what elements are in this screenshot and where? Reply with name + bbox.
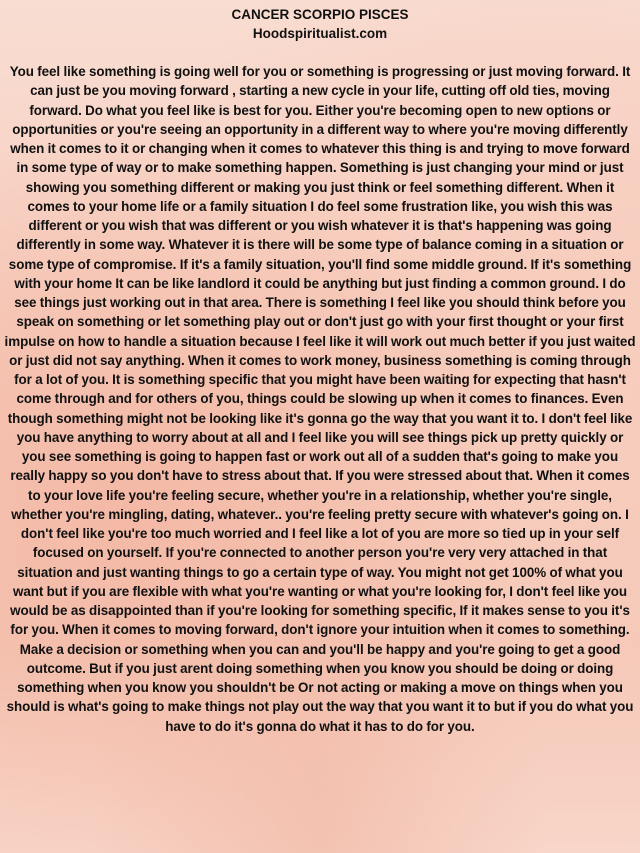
header — [4, 5, 636, 43]
reading-text: You feel like something is going well for you or something is progressing or just moving forward. It can just be you moving forward , starting a new cycle in your life, cutting off old ties, moving forward. Do what you feel like is best for you. Either you're becoming open to new options or opportunities or you're seeing an opportunity in a different way to where you're moving differently when it comes to it or changing when it comes to whatever this thing is and trying to move forward in some type of way or to make something happen. Something is just changing your mind or just showing you something different or making you just think or feel something different. When it comes to your home life or a family situation I do feel some frustration like, you wish this was different or you wish that was different or you wish whatever it is that's happening was going differently in some way. Whatever it is there will be some type of balance coming in a situation or some type of compromise. If it's a family situation, you'll find some middle ground. If it's something with your home It can be like landlord it could be anything but just finding a common ground. I do see things just working out in that area. There is something I feel like you should think before you speak on something or let something play out or don't just go with your first thought or your first impulse on how to handle a situation because I feel like it will work out much better if you just waited or just did not say anything. When it comes to work money, business something is coming through for a lot of you. It is something specific that you might have been waiting for expecting that hasn't come through and for others of you, things could be slowing up when it comes to finances. Even though something might not be looking like it's gonna go the way that you want it to. I don't feel like you have anything to worry about at all and I feel like you will see things pick up pretty quickly or you see something is going to happen fast or work out all of a sudden that's going to make you really happy so you don't have to stress about that. If you were stressed about that. When it comes to your love life you're feeling secure, whether you're in a relationship, whether you're single, whether you're mingling, dating, whatever.. you're feeling pretty secure with whatever's going on. I don't feel like you're too much worried and I feel like a lot of you are more so tied up in your self focused on yourself. If you're connected to another person you're very very attached in that situation and just wanting things to go a certain type of way. You might not get 100% of what you want but if you are flexible with what you're wanting or what you're looking for, I don't feel like you would be as disappointed than if you're looking for something specific, If it makes sense to you it's for you. When it comes to moving forward, don't ignore your intuition when it comes to something. Make a decision or something when you can and you'll be happy and you're going to get a good outcome. But if you just arent doing something when you know you should be doing or doing something when you know you shouldn't be Or not acting or making a move on things when you should is what's going to make things not play out the way that you want it to but if you do what you have to do it's gonna do what it has to do for you. — [4, 64, 636, 734]
site-name: Hoodspiritualist.com — [252, 26, 388, 41]
page-title: CANCER SCORPIO PISCES — [231, 7, 409, 22]
